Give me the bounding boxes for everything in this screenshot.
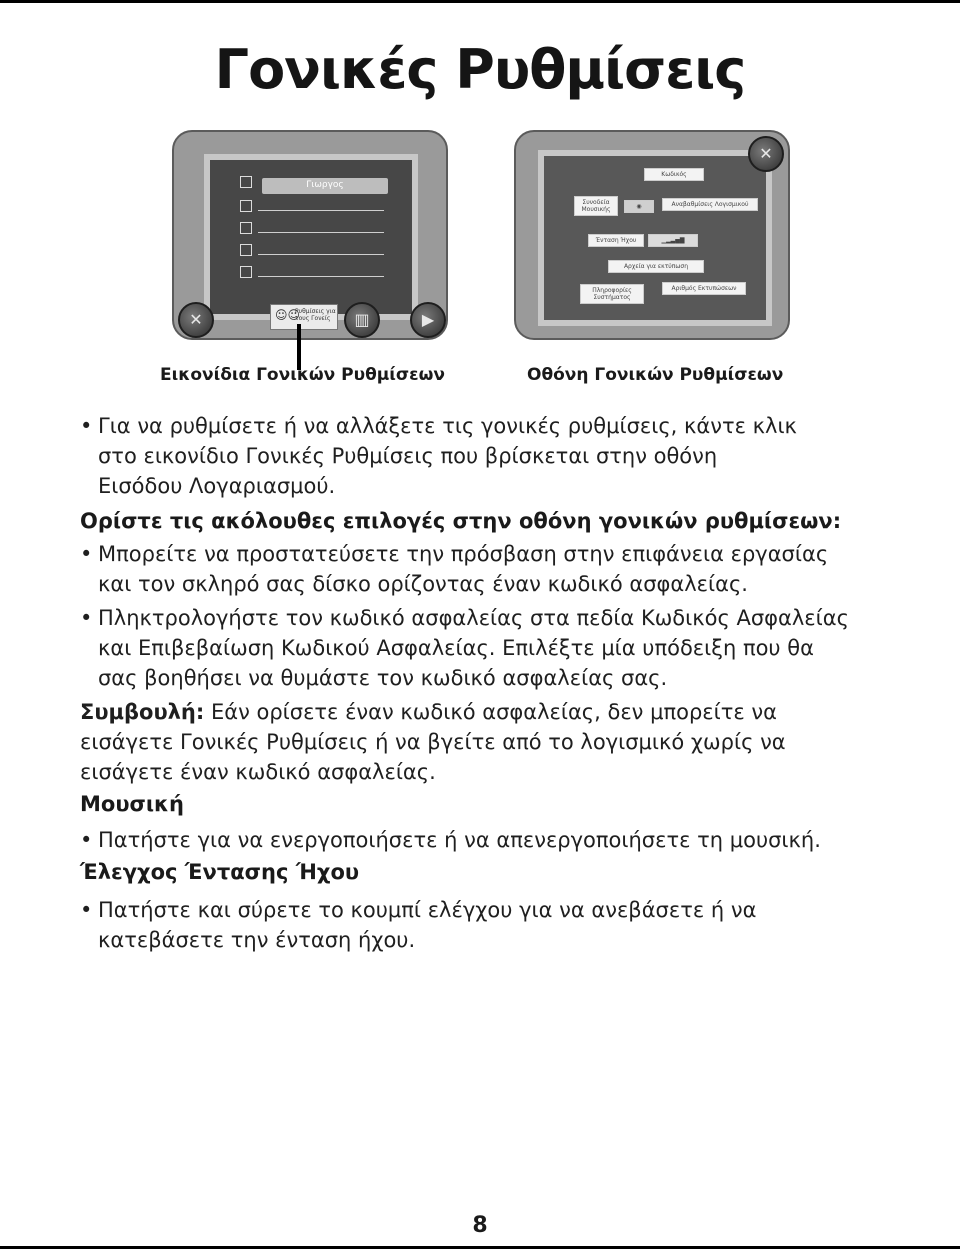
exit-icon: ✕ [178, 302, 214, 338]
text-line: και Επιβεβαίωση Κωδικού Ασφαλείας. Επιλέξτε μία υπόδειξη που θα [98, 636, 814, 660]
update-tag: Αναβαθμίσεις Λογισμικού [662, 198, 758, 211]
text-line: σας βοηθήσει να θυμάστε τον κωδικό ασφαλείας σας. [98, 666, 668, 690]
bullet-icon: • [80, 828, 93, 852]
bullet-icon: • [80, 898, 93, 922]
setup-heading: Ορίστε τις ακόλουθες επιλογές στην οθόνη γονικών ρυθμίσεων: [80, 509, 842, 533]
music-heading: Μουσική [80, 792, 184, 816]
text-line: Πατήστε και σύρετε το κουμπί ελέγχου για να ανεβάσετε ή να [98, 898, 757, 922]
next-arrow-icon: ▶ [410, 302, 446, 338]
page-number: 8 [472, 1213, 488, 1238]
parent-settings-screenshot [514, 130, 790, 340]
caption-parent-screen: Οθόνη Γονικών Ρυθμίσεων [527, 365, 784, 385]
text-line: Για να ρυθμίσετε ή να αλλάξετε τις γονικές ρυθμίσεις, κάντε κλικ [98, 414, 797, 438]
entry-line [258, 210, 384, 211]
checkbox [240, 176, 252, 188]
text-line: στο εικονίδιο Γονικές Ρυθμίσεις που βρίσκεται στην οθόνη [98, 444, 718, 468]
account-entry-screenshot [172, 130, 448, 340]
print-files-tag: Αρχεία για εκτύπωση [608, 260, 704, 273]
password-tag: Κωδικός [644, 168, 704, 181]
bullet-icon: • [80, 542, 93, 566]
text-line: Πατήστε για να ενεργοποιήσετε ή να απενεργοποιήσετε τη μουσική. [98, 828, 821, 852]
checkbox [240, 244, 252, 256]
parent-settings-label: Ρυθμίσεις για τους Γονείς [295, 308, 336, 322]
system-info-tag: Πληροφορίες Συστήματος [580, 284, 644, 304]
entry-line [258, 254, 384, 255]
close-icon: ✕ [748, 136, 784, 172]
text-line: και τον σκληρό σας δίσκο ορίζοντας έναν κωδικό ασφαλείας. [98, 572, 748, 596]
trash-icon: ▥ [344, 302, 380, 338]
bullet-icon: • [80, 414, 93, 438]
music-tag: Συνοδεία Μουσικής [574, 196, 618, 216]
tip-first-line [80, 698, 777, 726]
user-name: Γιωργος [306, 180, 344, 190]
bottom-rule [0, 1246, 960, 1249]
text-line: Εισόδου Λογαριασμού. [98, 474, 336, 498]
callout-pointer [297, 324, 301, 370]
caption-parent-icons: Εικονίδια Γονικών Ρυθμίσεων [160, 365, 445, 385]
print-count-tag: Αριθμός Εκτυπώσεων [662, 282, 746, 295]
music-toggle: ◉ [624, 200, 654, 213]
text-line: Πληκτρολογήστε τον κωδικό ασφαλείας στα πεδία Κωδικός Ασφαλείας [98, 606, 849, 630]
chalkboard [204, 154, 418, 320]
bullet-icon: • [80, 606, 93, 630]
parents-icon: ☺☺ [275, 308, 301, 322]
parent-settings-icon [270, 304, 338, 330]
entry-line [258, 276, 384, 277]
text-line: κατεβάσετε την ένταση ήχου. [98, 928, 416, 952]
top-rule [0, 0, 960, 3]
checkbox [240, 266, 252, 278]
volume-slider: ▁▂▃▅▇ [648, 234, 698, 247]
checkbox [240, 222, 252, 234]
text-line: εισάγετε Γονικές Ρυθμίσεις ή να βγείτε από το λογισμικό χωρίς να [80, 730, 786, 754]
tip-text: Εάν ορίσετε έναν κωδικό ασφαλείας, δεν μπορείτε να [210, 700, 777, 724]
page-title: Γονικές Ρυθμίσεις [214, 38, 746, 101]
chalkboard [538, 150, 772, 326]
volume-heading: Έλεγχος Έντασης Ήχου [80, 860, 360, 884]
entry-line [258, 232, 384, 233]
checkbox [240, 200, 252, 212]
volume-tag: Ένταση Ήχου [588, 234, 644, 247]
tip-label: Συμβουλή: [80, 700, 205, 724]
text-line: Μπορείτε να προστατεύσετε την πρόσβαση στην επιφάνεια εργασίας [98, 542, 829, 566]
text-line: εισάγετε έναν κωδικό ασφαλείας. [80, 760, 436, 784]
name-bar [262, 178, 388, 194]
